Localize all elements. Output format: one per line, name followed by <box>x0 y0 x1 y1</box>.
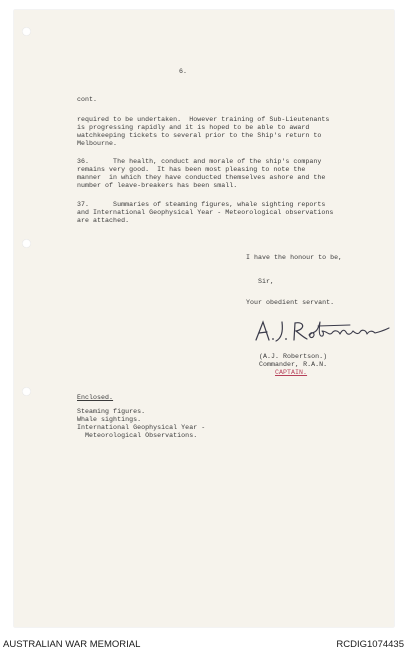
continued-label: cont. <box>77 96 98 103</box>
list-item: International Geophysical Year - <box>77 424 206 431</box>
punch-hole-middle <box>22 239 31 248</box>
text-line: 37. Summaries of steaming figures, whale sighting reports <box>77 201 326 208</box>
text-line: required to be undertaken. However training of Sub-Lieutenants <box>77 116 330 123</box>
closing-servant: Your obedient servant. <box>246 299 335 306</box>
punch-hole-top <box>22 27 31 36</box>
closing-sir: Sir, <box>258 278 275 285</box>
text-line: are attached. <box>77 217 130 224</box>
list-item: Meteorological Observations. <box>77 432 198 439</box>
text-line: and International Geophysical Year - Meteorological observations <box>77 209 334 216</box>
institution-name: AUSTRALIAN WAR MEMORIAL <box>3 639 141 650</box>
enclosed-heading: Enclosed. <box>77 394 114 401</box>
text-line: is progressing rapidly and it is hoped to be able to award <box>77 124 310 131</box>
text-line: Melbourne. <box>77 140 118 147</box>
signatory-name: (A.J. Robertson.) <box>259 353 328 360</box>
closing-honour: I have the honour to be, <box>246 254 343 261</box>
signatory-rank: Commander, R.A.N. <box>259 361 328 368</box>
handwritten-signature <box>252 318 392 344</box>
record-reference: RCDIG1074435 <box>336 639 404 650</box>
text-line: 36. The health, conduct and morale of the ship's company <box>77 158 322 165</box>
list-item: Whale sightings. <box>77 416 142 423</box>
text-line: remains very good. It has been most pleasing to note the <box>77 166 306 173</box>
page-number: 6. <box>179 68 188 75</box>
text-line: manner in which they have conducted themselves ashore and the <box>77 174 326 181</box>
signatory-title: CAPTAIN. <box>275 369 308 376</box>
text-line: number of leave-breakers has been small. <box>77 182 238 189</box>
punch-hole-bottom <box>22 387 31 396</box>
text-line: watchkeeping tickets to several prior to the Ship's return to <box>77 132 322 139</box>
list-item: Steaming figures. <box>77 408 146 415</box>
archive-footer <box>0 635 408 653</box>
